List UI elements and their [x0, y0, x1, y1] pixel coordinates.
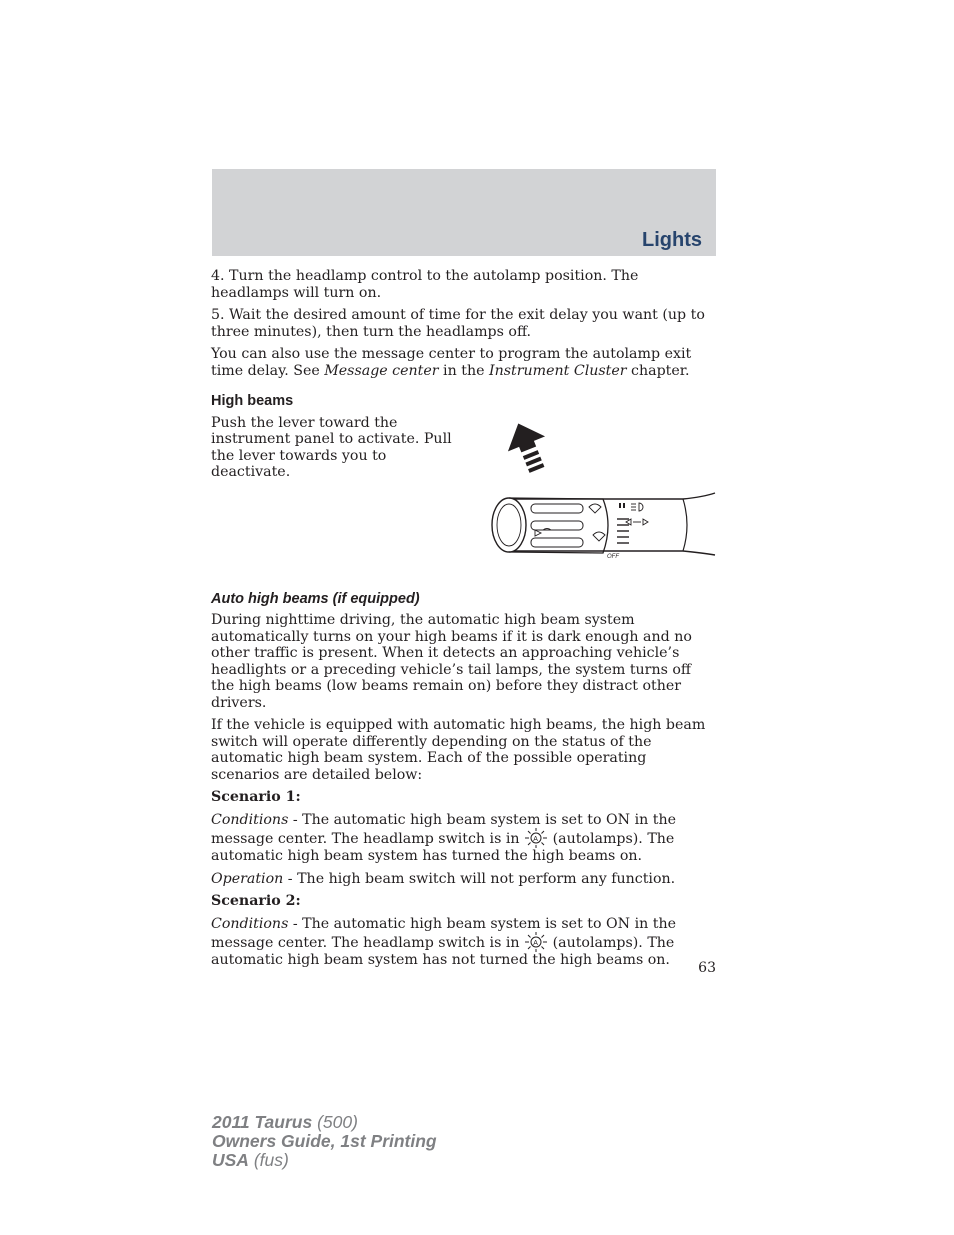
auto-high-beams-description: During nighttime driving, the automatic high beam system automatically turns on your high beams if it is dark enough and no other traffic is present. When it detects an approaching vehicle’s headlights or a preceding vehicle’s tail lamps, the system turns off the high beams (low beams remain on) before they distract other drivers. — [211, 612, 692, 711]
footer-guide-line — [212, 1132, 437, 1151]
footer-publication-info — [212, 1113, 437, 1170]
exit-delay-text-2: in the — [438, 362, 489, 379]
footer-region: USA — [212, 1150, 249, 1170]
exit-delay-text-1: You can also use the message center to program the autolamp exit time delay. See — [211, 346, 692, 379]
scenario-2-conditions-text-b: (autolamps). The automatic high beam system has not turned the high beams on. — [211, 935, 675, 968]
footer-region-code: (fus) — [248, 1150, 289, 1170]
autolamp-icon — [524, 932, 548, 952]
scenario-2-conditions-label: Conditions — [211, 915, 289, 932]
auto-high-beams-heading: Auto high beams (if equipped) — [211, 590, 420, 607]
exit-delay-text-3: chapter. — [626, 362, 690, 379]
scenario-1-conditions-text-b: (autolamps). The automatic high beam system has turned the high beams on. — [211, 831, 675, 864]
footer-model: 2011 Taurus — [212, 1112, 313, 1132]
chapter-header-band — [212, 169, 716, 256]
multifunction-lever-illustration — [483, 415, 715, 560]
page-number: 63 — [698, 960, 716, 976]
step-5-paragraph: 5. Wait the desired amount of time for the exit delay you want (up to three minutes), then turn the headlamps off. — [211, 307, 705, 340]
svg-text:A: A — [533, 836, 538, 843]
autolamp-icon — [524, 828, 548, 848]
footer-region-line — [212, 1151, 437, 1170]
lever-off-label: OFF — [607, 553, 619, 560]
scenario-1-conditions — [211, 812, 717, 865]
scenario-2-conditions — [211, 916, 717, 969]
high-beams-section — [211, 415, 717, 591]
high-beams-instructions: Push the lever toward the instrument panel to activate. Pull the lever towards you to deactivate. — [211, 414, 452, 480]
footer-guide: Owners Guide, 1st Printing — [212, 1131, 437, 1151]
page-content — [211, 268, 717, 975]
message-center-reference: Message center — [324, 362, 439, 379]
scenario-1-title: Scenario 1: — [211, 789, 301, 805]
scenario-2-title: Scenario 2: — [211, 893, 301, 909]
svg-text:A: A — [533, 940, 538, 947]
footer-model-code: (500) — [312, 1112, 358, 1132]
auto-high-beams-scenarios-intro: If the vehicle is equipped with automatic high beams, the high beam switch will operate differently depending on the status of the automatic high beam system. Each of the possible operating scenarios are detailed below: — [211, 717, 706, 783]
scenario-1-operation-label: Operation — [211, 870, 284, 887]
section-title: Lights — [642, 229, 702, 251]
footer-model-line — [212, 1113, 437, 1132]
exit-delay-paragraph — [211, 346, 717, 379]
high-beams-heading: High beams — [211, 393, 294, 409]
scenario-1-conditions-label: Conditions — [211, 811, 289, 828]
scenario-1-operation-text: - The high beam switch will not perform any function. — [283, 870, 676, 887]
scenario-1-conditions-text-a: - The automatic high beam system is set to ON in the message center. The headlamp switch is in — [211, 811, 677, 847]
scenario-2-conditions-text-a: - The automatic high beam system is set to ON in the message center. The headlamp switch is in — [211, 915, 677, 951]
push-arrow-icon — [500, 415, 556, 476]
scenario-1-operation — [211, 871, 717, 888]
instrument-cluster-reference: Instrument Cluster — [489, 362, 627, 379]
step-4-paragraph: 4. Turn the headlamp control to the autolamp position. The headlamps will turn on. — [211, 268, 639, 301]
